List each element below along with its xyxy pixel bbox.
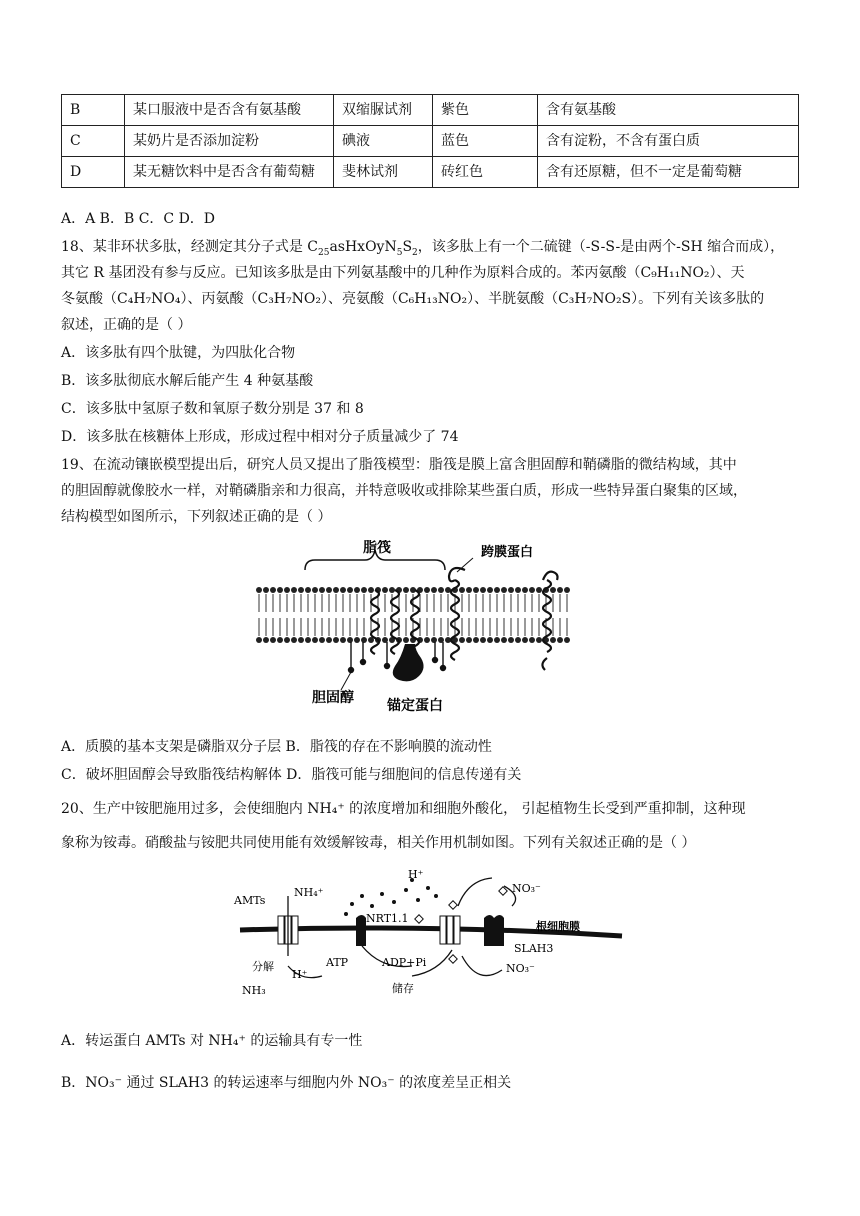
table-cell: 某无糖饮料中是否含有葡萄糖 — [125, 157, 334, 188]
phospholipid-head — [438, 587, 444, 593]
phospholipid-head — [466, 587, 472, 593]
phospholipid-head — [550, 587, 556, 593]
slah-label: SLAH3 — [514, 942, 554, 955]
raft-label: 脂筏 — [363, 540, 391, 556]
phospholipid-head — [354, 587, 360, 593]
phospholipid-head — [529, 587, 535, 593]
q19-options-cd: C．破坏胆固醇会导致脂筏结构解体 D．脂筏可能与细胞间的信息传递有关 — [61, 767, 522, 783]
phospholipid-head — [431, 587, 437, 593]
table-cell: C — [62, 126, 125, 157]
phospholipid-head — [473, 587, 479, 593]
phospholipid-head — [564, 637, 570, 643]
phospholipid-head — [305, 587, 311, 593]
table-cell: 某口服液中是否含有氨基酸 — [125, 95, 334, 126]
nrt-label: NRT1.1 — [366, 912, 409, 925]
phospholipid-head — [347, 587, 353, 593]
table-cell: 蓝色 — [433, 126, 538, 157]
phospholipid-head — [536, 587, 542, 593]
phospholipid-head — [487, 637, 493, 643]
phospholipid-head — [270, 637, 276, 643]
table-cell: 碘液 — [334, 126, 433, 157]
table-row — [62, 95, 799, 126]
q18-text: S — [402, 239, 413, 255]
store-label: 储存 — [392, 982, 414, 995]
table-cell: 斐林试剂 — [334, 157, 433, 188]
transmembrane-label: 跨膜蛋白 — [480, 545, 534, 560]
phospholipid-head — [291, 637, 297, 643]
phospholipid-head — [494, 587, 500, 593]
q18-option-d: D．该多肽在核糖体上形成，形成过程中相对分子质量减少了 74 — [61, 429, 459, 445]
q18-line-4: 叙述，正确的是（ ） — [61, 317, 192, 333]
phospholipid-head — [333, 587, 339, 593]
phospholipid-head — [277, 637, 283, 643]
phospholipid-head — [515, 637, 521, 643]
phospholipid-head — [340, 637, 346, 643]
q19-line-2: 的胆固醇就像胶水一样，对鞘磷脂亲和力很高，并特意吸收或排除某些蛋白质，形成一些特异蛋白聚集的区域， — [61, 483, 747, 499]
phospholipid-head — [508, 587, 514, 593]
h-left-label: H⁺ — [292, 968, 308, 981]
phospholipid-head — [368, 587, 374, 593]
phospholipid-head — [550, 637, 556, 643]
phospholipid-head — [480, 637, 486, 643]
phospholipid-head — [389, 587, 395, 593]
phospholipid-head — [459, 637, 465, 643]
q18-option-a: A．该多肽有四个肽键，为四肽化合物 — [61, 345, 296, 361]
q18-text: ，该多肽上有一个二硫键（-S-S-是由两个-SH 缩合而成）， — [417, 239, 785, 255]
phospholipid-head — [501, 637, 507, 643]
subscript: 5 — [396, 247, 403, 258]
phospholipid-head — [361, 587, 367, 593]
phospholipid-head — [298, 637, 304, 643]
phospholipid-head — [515, 587, 521, 593]
q18-line-3: 冬氨酸（C₄H₇NO₄）、丙氨酸（C₃H₇NO₂）、亮氨酸（C₆H₁₃NO₂）、半胱氨酸（C₃H₇NO₂S）。下列有关该多肽的 — [61, 291, 765, 307]
phospholipid-head — [557, 587, 563, 593]
phospholipid-head — [382, 587, 388, 593]
table-row — [62, 126, 799, 157]
q19-line-1: 19、在流动镶嵌模型提出后，研究人员又提出了脂筏模型：脂筏是膜上富含胆固醇和鞘磷脂的微结构域，其中 — [61, 457, 737, 473]
phospholipid-head — [333, 637, 339, 643]
no3-right-label: NO₃⁻ — [506, 962, 535, 975]
phospholipid-head — [424, 587, 430, 593]
q17-options: A．A B．B C．C D．D — [61, 211, 216, 227]
table-row — [62, 157, 799, 188]
phospholipid-head — [508, 637, 514, 643]
phospholipid-head — [557, 637, 563, 643]
phospholipid-head — [347, 637, 353, 643]
phospholipid-head — [487, 587, 493, 593]
phospholipid-head — [263, 587, 269, 593]
table-cell: 含有还原糖，但不一定是葡萄糖 — [538, 157, 799, 188]
q20-line-2: 象称为铵毒。硝酸盐与铵肥共同使用能有效缓解铵毒，相关作用机制如图。下列有关叙述正确的是（ ） — [61, 835, 696, 851]
phospholipid-head — [277, 587, 283, 593]
phospholipid-head — [536, 637, 542, 643]
subscript: 25 — [317, 247, 330, 258]
ammonium-toxicity-diagram — [222, 866, 642, 1006]
table-cell: 某奶片是否添加淀粉 — [125, 126, 334, 157]
nh4-label: NH₄⁺ — [294, 886, 324, 899]
phospholipid-head — [522, 587, 528, 593]
phospholipid-head — [284, 637, 290, 643]
phospholipid-head — [424, 637, 430, 643]
phospholipid-head — [284, 587, 290, 593]
atp-label: ATP — [326, 956, 349, 969]
q19-line-3: 结构模型如图所示，下列叙述正确的是（ ） — [61, 509, 332, 525]
phospholipid-head — [326, 637, 332, 643]
subscript: 2 — [412, 247, 418, 258]
amts-label: AMTs — [234, 894, 266, 907]
table-cell: B — [62, 95, 125, 126]
q18-line-2: 其它 R 基团没有参与反应。已知该多肽是由下列氨基酸中的几种作为原料合成的。苯丙氨酸（C₉H₁₁NO₂）、天 — [61, 265, 745, 281]
anchor-protein-label: 锚定蛋白 — [387, 698, 443, 714]
phospholipid-head — [473, 637, 479, 643]
h-top-label: H⁺ — [408, 868, 424, 881]
decompose-label: 分解 — [252, 960, 274, 973]
membrane-label: 根细胞膜 — [536, 920, 580, 933]
q18-text: asHxOyN — [329, 239, 397, 255]
phospholipid-head — [361, 637, 367, 643]
phospholipid-head — [312, 587, 318, 593]
table-cell: 双缩脲试剂 — [334, 95, 433, 126]
no3-top-label: NO₃⁻ — [512, 882, 541, 895]
phospholipid-head — [270, 587, 276, 593]
q20-line-1: 20、生产中铵肥施用过多，会使细胞内 NH₄⁺ 的浓度增加和细胞外酸化， 引起植物生长受到严重抑制，这种现 — [61, 801, 746, 817]
phospholipid-head — [431, 637, 437, 643]
lipid-raft-diagram — [255, 540, 575, 715]
phospholipid-head — [291, 587, 297, 593]
phospholipid-head — [312, 637, 318, 643]
phospholipid-head — [256, 587, 262, 593]
phospholipid-head — [326, 587, 332, 593]
phospholipid-head — [305, 637, 311, 643]
phospholipid-head — [494, 637, 500, 643]
table-cell: 含有氨基酸 — [538, 95, 799, 126]
anchor-protein-shape — [393, 644, 424, 681]
phospholipid-head — [263, 637, 269, 643]
phospholipid-head — [319, 587, 325, 593]
phospholipid-head — [522, 637, 528, 643]
phospholipid-head — [354, 637, 360, 643]
phospholipid-head — [298, 587, 304, 593]
phospholipid-head — [564, 587, 570, 593]
phospholipid-head — [459, 587, 465, 593]
q20-option-b: B．NO₃⁻ 通过 SLAH3 的转运速率与细胞内外 NO₃⁻ 的浓度差呈正相关 — [61, 1075, 512, 1091]
table-cell: D — [62, 157, 125, 188]
q18-text: 18、某非环状多肽，经测定其分子式是 C — [61, 239, 318, 255]
phospholipid-head — [403, 587, 409, 593]
phospholipid-head — [340, 587, 346, 593]
phospholipid-head — [480, 587, 486, 593]
phospholipid-head — [319, 637, 325, 643]
proton-dots — [344, 878, 438, 916]
adp-label: ADP+Pi — [382, 956, 427, 969]
q18-option-b: B．该多肽彻底水解后能产生 4 种氨基酸 — [61, 373, 314, 389]
table-cell: 紫色 — [433, 95, 538, 126]
phospholipid-head — [256, 637, 262, 643]
q20-option-a: A．转运蛋白 AMTs 对 NH₄⁺ 的运输具有专一性 — [61, 1033, 363, 1049]
q18-option-c: C．该多肽中氢原子数和氧原子数分别是 37 和 8 — [61, 401, 364, 417]
q19-options-ab: A．质膜的基本支架是磷脂双分子层 B．脂筏的存在不影响膜的流动性 — [61, 739, 492, 755]
cholesterol-label: 胆固醇 — [312, 690, 354, 706]
table-cell: 砖红色 — [433, 157, 538, 188]
table-cell: 含有淀粉，不含有蛋白质 — [538, 126, 799, 157]
phospholipid-head — [466, 637, 472, 643]
q18-line-1 — [61, 236, 784, 264]
experiment-table — [61, 94, 799, 188]
nh3-label: NH₃ — [242, 984, 266, 997]
phospholipid-head — [529, 637, 535, 643]
phospholipid-head — [501, 587, 507, 593]
phospholipid-head — [403, 637, 409, 643]
